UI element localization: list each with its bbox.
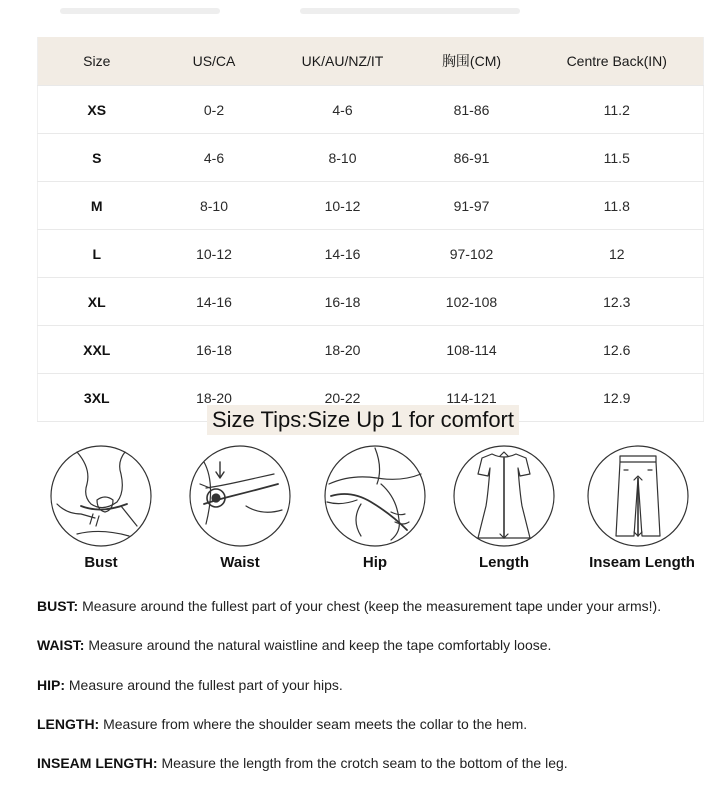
size-chart-table (37, 37, 704, 422)
figure-label-bust: Bust (84, 554, 118, 571)
table-cell: 0-2 (156, 86, 273, 134)
definition-text: Measure around the natural waistline and keep the tape comfortably loose. (84, 637, 552, 654)
table-row (38, 230, 704, 278)
column-header: 胸围(CM) (413, 37, 531, 86)
figure-label-hip: Hip (362, 554, 388, 571)
size-cell: S (38, 134, 156, 182)
table-row (38, 326, 704, 374)
top-cropped-area (0, 0, 726, 36)
table-row (38, 278, 704, 326)
bust-measure-icon (47, 444, 155, 548)
table-row (38, 86, 704, 134)
column-header: UK/AU/NZ/IT (273, 37, 413, 86)
size-cell: 3XL (38, 374, 156, 422)
column-header: Size (38, 37, 156, 86)
hip-measure-icon (321, 444, 429, 548)
table-cell: 10-12 (273, 182, 413, 230)
definition-inseam (37, 754, 717, 793)
table-cell: 108-114 (413, 326, 531, 374)
definition-bust (37, 597, 717, 636)
table-cell: 97-102 (413, 230, 531, 278)
table-cell: 12 (531, 230, 704, 278)
size-cell: XL (38, 278, 156, 326)
definition-text: Measure around the fullest part of your chest (keep the measurement tape under your arms!). (78, 598, 662, 614)
dress-length-icon (450, 444, 558, 548)
definition-length (37, 715, 717, 754)
definition-term: WAIST: (37, 637, 85, 654)
size-cell: XS (38, 86, 156, 134)
table-cell: 11.2 (531, 86, 704, 134)
table-cell: 12.9 (531, 374, 704, 422)
cropped-text-fragment (60, 8, 220, 14)
definition-waist (37, 636, 717, 675)
table-cell: 12.3 (531, 278, 704, 326)
definition-text: Measure the length from the crotch seam to the bottom of the leg. (157, 755, 568, 772)
figure-label-length: Length (479, 554, 529, 571)
table-row (38, 182, 704, 230)
table-cell: 11.8 (531, 182, 704, 230)
table-header-row (38, 37, 704, 86)
column-header: Centre Back(IN) (531, 37, 704, 86)
table-cell: 86-91 (413, 134, 531, 182)
waist-measure-icon (186, 444, 294, 548)
table-cell: 20-22 (273, 374, 413, 422)
table-cell: 10-12 (156, 230, 273, 278)
size-cell: XXL (38, 326, 156, 374)
table-cell: 18-20 (273, 326, 413, 374)
inseam-length-icon (584, 444, 692, 548)
table-cell: 4-6 (273, 86, 413, 134)
definition-term: LENGTH: (37, 715, 100, 732)
figure-label-waist: Waist (220, 554, 260, 571)
table-cell: 4-6 (156, 134, 273, 182)
measurement-definitions (37, 597, 717, 793)
table-cell: 8-10 (273, 134, 413, 182)
table-cell: 16-18 (156, 326, 273, 374)
table-cell: 81-86 (413, 86, 531, 134)
size-cell: L (38, 230, 156, 278)
definition-hip (37, 676, 717, 715)
definition-term: INSEAM LENGTH: (37, 755, 158, 772)
table-row (38, 134, 704, 182)
size-cell: M (38, 182, 156, 230)
definition-text: Measure around the fullest part of your hips. (65, 676, 343, 693)
figure-label-inseam: Inseam Length (589, 554, 695, 571)
table-cell: 14-16 (156, 278, 273, 326)
table-cell: 18-20 (156, 374, 273, 422)
table-cell: 14-16 (273, 230, 413, 278)
column-header: US/CA (156, 37, 273, 86)
table-cell: 12.6 (531, 326, 704, 374)
table-cell: 8-10 (156, 182, 273, 230)
table-cell: 114-121 (413, 374, 531, 422)
table-cell: 102-108 (413, 278, 531, 326)
table-cell: 91-97 (413, 182, 531, 230)
size-tips-banner: Size Tips:Size Up 1 for comfort (207, 405, 519, 435)
definition-term: BUST: (37, 598, 79, 614)
table-cell: 11.5 (531, 134, 704, 182)
definition-term: HIP: (37, 676, 65, 693)
definition-text: Measure from where the shoulder seam meets the collar to the hem. (99, 715, 528, 732)
cropped-text-fragment (300, 8, 520, 14)
table-cell: 16-18 (273, 278, 413, 326)
